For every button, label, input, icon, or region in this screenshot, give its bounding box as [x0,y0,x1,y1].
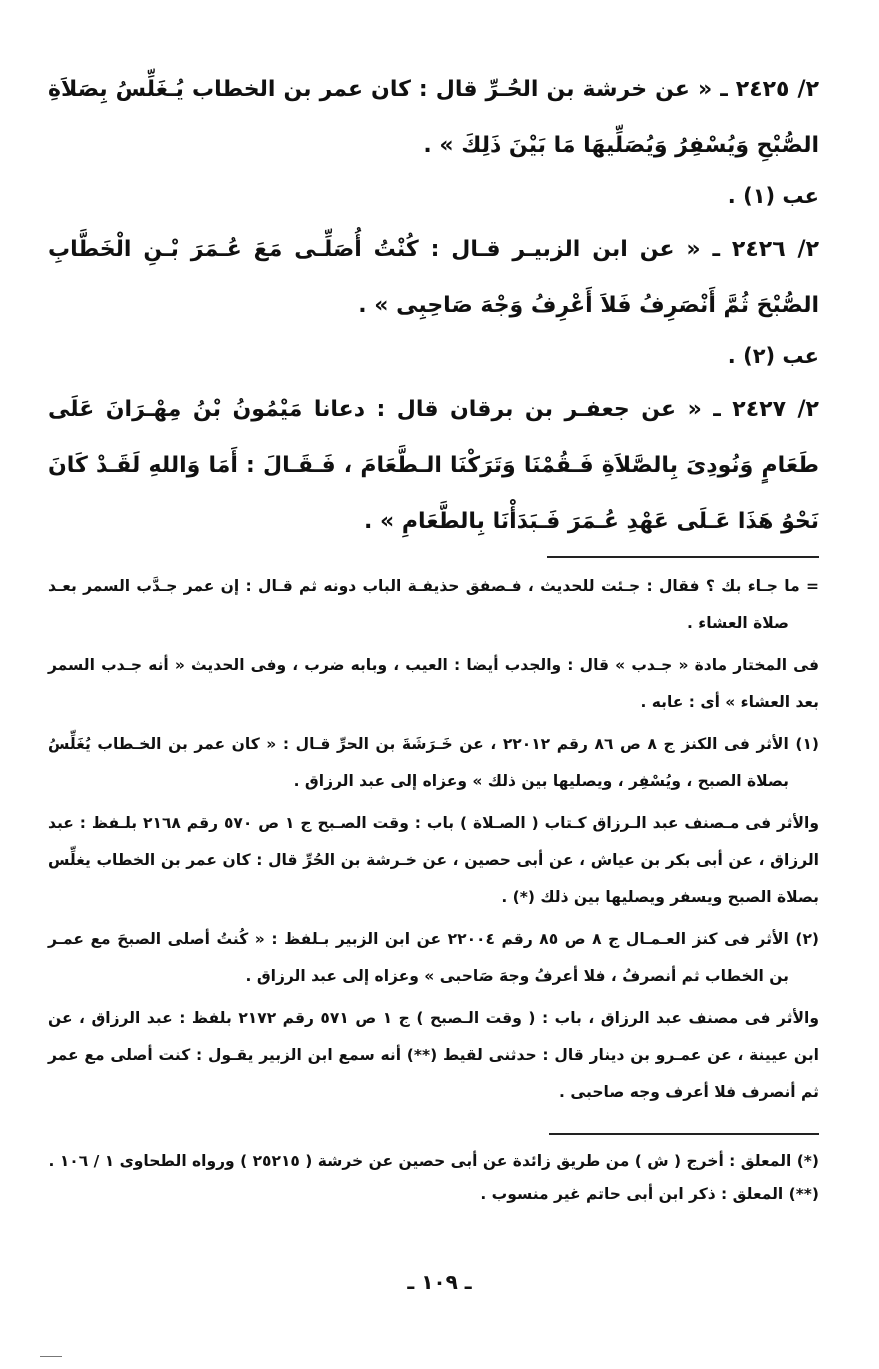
hadith-text: ٢/ ٢٤٢٦ ـ « عن ابن الزبيـر قـال : كُنْتُ أُصَلِّـى مَعَ عُـمَرَ بْـنِ الْخَطَّابِ الصُّبْحَ ثُمَّ أَنْصَرِفُ فَلاَ أَعْرِفُ وَجْهَ صَاحِبِى » . [48,237,819,318]
editor-notes [48,1145,819,1211]
hadith-2426 [48,222,819,334]
hadith-text: ٢/ ٢٤٢٧ ـ « عن جعفـر بن برقان قال : دعانا مَيْمُونُ بْنُ مِهْـرَانَ عَلَى طَعَامٍ وَنُودِىَ بِالصَّلاَةِ فَـقُمْنَا وَتَرَكْنَا الـطَّعَامَ ، فَـقَـالَ : أَمَا وَاللهِ لَقَـدْ كَانَ نَحْوُ هَذَا عَـلَى عَهْدِ عُـمَرَ فَـبَدَأْنَا بِالطَّعَامِ » . [48,397,819,534]
footnote-continuation: = ما جـاء بك ؟ فقال : جـئت للحديث ، فـصفق حذيفـة الباب دونه ثم قـال : إن عمر جـدَّب السمر بعـد صلاة العشاء . [48,577,819,632]
footnote-2-detail: والأثر فى مصنف عبد الرزاق ، باب : ( وقت الـصبح ) ج ١ ص ٥٧١ رقم ٢١٧٢ بلفظ : عبد الرزاق ، عن ابن عيينة ، عن عمـرو بن دينار قال : حدثنى لقيط (**) أنه سمع ابن الزبير يقـول : كنت أصلى مع عمر ثم أنصرف فلا أعرف وجه صاحبى . [48,1009,819,1101]
footnote-1-detail: والأثر فى مـصنف عبد الـرزاق كـتاب ( الصـلاة ) باب : وقت الصـبح ج ١ ص ٥٧٠ رقم ٢١٦٨ بلـفظ : عبد الرزاق ، عن أبى بكر بن عياش ، عن أبى حصين ، عن خـرشة بن الحُرِّ قال : كان عمر بن الخطاب يغلِّس بصلاة الصبح ويسفر ويصليها بين ذلك (*) . [48,814,819,906]
hadith-section [48,62,819,550]
editor-note: (*) المعلق : أخرج ( ش ) من طريق زائدة عن أبى حصين عن خرشة ( ٢٥٢١٥ ) ورواه الطحاوى ١ / ١٠٦ . [48,1152,819,1170]
editor-note: (**) المعلق : ذكر ابن أبى حاتم غير منسوب . [480,1185,819,1203]
editor-notes-divider [549,1133,819,1135]
hadith-2427 [48,382,819,550]
footnote-divider [547,556,819,558]
hadith-reference: عب (١) . [727,184,819,208]
scan-mark [40,1356,62,1357]
hadith-reference: عب (٢) . [727,344,819,368]
page-number: ـ ١٠٩ ـ [407,1270,472,1294]
footnote-2: (٢) الأثر فى كنز العـمـال ج ٨ ص ٨٥ رقم ٢٢٠٠٤ عن ابن الزبير بـلفظ : « كُنتُ أصلى الصبحَ مع عمـر بن الخطاب ثم أنصرفُ ، فلا أعرفُ وجهَ صَاحبى » وعزاه إلى عبد الرزاق . [48,930,819,985]
footnotes-section [48,568,819,1111]
hadith-text: ٢/ ٢٤٢٥ ـ « عن خرشة بن الحُـرِّ قال : كان عمر بن الخطاب يُـغَلِّسُ بِصَلاَةِ الصُّبْحِ وَيُسْفِرُ وَيُصَلِّيهَا مَا بَيْنَ ذَلِكَ » . [48,77,819,158]
footnote-1: (١) الأثر فى الكنز ج ٨ ص ٨٦ رقم ٢٢٠١٢ ، عن خَـرَشَةَ بن الحرِّ قـال : « كان عمر بن الخـطاب يُغَلِّسُ بصلاة الصبح ، ويُسْفِر ، ويصليها بين ذلك » وعزاه إلى عبد الرزاق . [48,735,819,790]
hadith-2425 [48,62,819,174]
footnote-continuation: فى المختار مادة « جـدب » قال : والجدب أيضا : العيب ، وبابه ضرب ، وفى الحديث « أنه جـدب السمر بعد العشاء » أى : عابه . [48,656,819,711]
